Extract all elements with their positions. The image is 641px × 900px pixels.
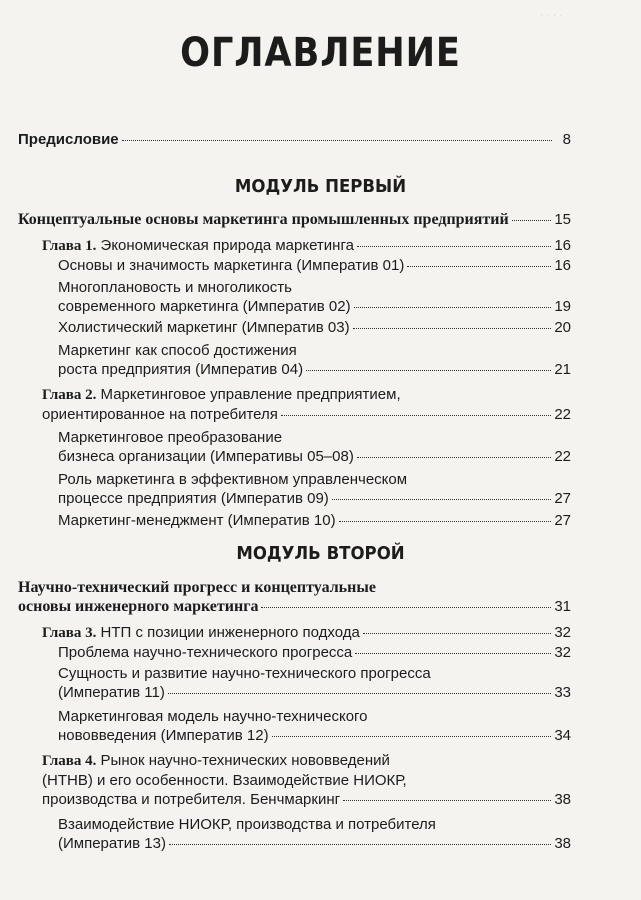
section-title-line: роста предприятия (Императив 04): [58, 361, 304, 378]
section-title-line: Маркетинговая модель научно-технического: [58, 708, 368, 725]
section-title-line: процессе предприятия (Императив 09): [58, 490, 329, 507]
chapter-4-title-line: Рынок научно-технических нововведений: [100, 752, 390, 769]
leader-dots: [339, 520, 552, 522]
leader-dots: [357, 456, 551, 458]
page-title: ОГЛАВЛЕНИЕ: [180, 30, 461, 76]
page-number: 31: [554, 598, 571, 615]
leader-dots: [407, 265, 551, 267]
chapter-4-title-line: производства и потребителя. Бенчмаркинг: [42, 791, 341, 808]
preface-label: Предисловие: [18, 131, 119, 148]
section-title-line: (Императив 11): [58, 684, 165, 701]
page-number: 19: [554, 298, 571, 315]
toc-entry-imperative-03[interactable]: [58, 318, 571, 337]
page-number: 34: [554, 727, 571, 744]
section-title: Маркетинг-менеджмент (Императив 10): [58, 512, 336, 529]
section-title-line: Маркетинг как способ достижения: [58, 342, 297, 359]
leader-dots: [354, 306, 552, 308]
leader-dots: [122, 139, 552, 141]
section-title-line: Взаимодействие НИОКР, производства и потребителя: [58, 816, 436, 833]
chapter-2-title-line: ориентированное на потребителя: [42, 406, 278, 423]
bleed-through-text: . . . .: [540, 4, 563, 19]
page-number: 32: [554, 624, 571, 641]
page-number: 8: [562, 131, 571, 148]
toc-entry-imperative-12[interactable]: [58, 707, 571, 745]
section-title-line: Сущность и развитие научно-технического прогресса: [58, 665, 431, 682]
leader-dots: [168, 692, 551, 694]
part-2-title-line: основы инженерного маркетинга: [18, 598, 259, 615]
section-title-line: нововведения (Императив 12): [58, 727, 269, 744]
page-number: 22: [554, 448, 571, 465]
chapter-3-label: Глава 3.: [42, 625, 97, 641]
section-title: Основы и значимость маркетинга (Императив 01): [58, 257, 405, 274]
toc-entry-imperative-02[interactable]: [58, 278, 571, 316]
page-number: 21: [554, 361, 571, 378]
leader-dots: [363, 632, 551, 634]
page-number: 27: [554, 512, 571, 529]
leader-dots: [332, 498, 552, 500]
page-number: 32: [554, 644, 571, 661]
chapter-2-label: Глава 2.: [42, 387, 97, 403]
leader-dots: [281, 414, 551, 416]
leader-dots: [272, 735, 552, 737]
toc-entry-chapter-4[interactable]: [42, 751, 571, 809]
toc-entry-chapter-2[interactable]: [42, 385, 571, 424]
page-number: 20: [554, 319, 571, 336]
toc-entry-chapter-3[interactable]: [42, 623, 571, 643]
leader-dots: [306, 369, 551, 371]
page-number: 27: [554, 490, 571, 507]
section-title-line: Роль маркетинга в эффективном управленческом: [58, 471, 408, 488]
page-number: 16: [554, 237, 571, 254]
section-title: Холистический маркетинг (Императив 03): [58, 319, 350, 336]
chapter-4-label: Глава 4.: [42, 753, 97, 769]
section-title-line: (Императив 13): [58, 835, 166, 852]
part-1-label: Концептуальные основы маркетинга промышленных предприятий: [18, 211, 509, 228]
toc-entry-imperative-01[interactable]: [58, 256, 571, 275]
chapter-3-title: НТП с позиции инженерного подхода: [100, 624, 360, 641]
leader-dots: [355, 652, 551, 654]
section-title-line: Многоплановость и многоликость: [58, 279, 292, 296]
page-number: 16: [554, 257, 571, 274]
leader-dots: [261, 606, 551, 608]
page-number: 15: [554, 211, 571, 228]
part-2-title-line: Научно-технический прогресс и концептуальные: [18, 579, 376, 596]
section-title-line: Маркетинговое преобразование: [58, 429, 283, 446]
leader-dots: [353, 327, 552, 329]
leader-dots: [343, 799, 551, 801]
toc-entry-part-2[interactable]: [18, 578, 571, 616]
toc-entry-imperative-09[interactable]: [58, 470, 571, 508]
leader-dots: [512, 219, 552, 221]
toc-entry-chapter-1[interactable]: [42, 236, 571, 256]
page-number: 33: [554, 684, 571, 701]
toc-entry-imperative-04[interactable]: [58, 341, 571, 379]
section-title-line: бизнеса организации (Императивы 05–08): [58, 448, 354, 465]
leader-dots: [169, 843, 551, 845]
toc-entry-ntp-problem[interactable]: [58, 643, 571, 662]
chapter-2-title-line: Маркетинговое управление предприятием,: [100, 386, 401, 403]
toc-entry-imperative-13[interactable]: [58, 815, 571, 853]
chapter-1-title: Экономическая природа маркетинга: [100, 237, 354, 254]
leader-dots: [357, 245, 551, 247]
page-number: 22: [554, 406, 571, 423]
toc-entry-imperatives-05-08[interactable]: [58, 428, 571, 466]
module-1-heading: МОДУЛЬ ПЕРВЫЙ: [234, 176, 407, 197]
toc-entry-part-1[interactable]: [18, 210, 571, 229]
chapter-1-label: Глава 1.: [42, 238, 97, 254]
toc-entry-preface[interactable]: [18, 130, 571, 149]
chapter-4-title-line: (НТНВ) и его особенности. Взаимодействие НИОКР,: [42, 772, 407, 789]
section-title: Проблема научно-технического прогресса: [58, 644, 353, 661]
page-number: 38: [554, 791, 571, 808]
toc-entry-imperative-11[interactable]: [58, 664, 571, 702]
module-2-heading: МОДУЛЬ ВТОРОЙ: [236, 543, 405, 564]
toc-entry-imperative-10[interactable]: [58, 511, 571, 530]
section-title-line: современного маркетинга (Императив 02): [58, 298, 351, 315]
page-number: 38: [554, 835, 571, 852]
